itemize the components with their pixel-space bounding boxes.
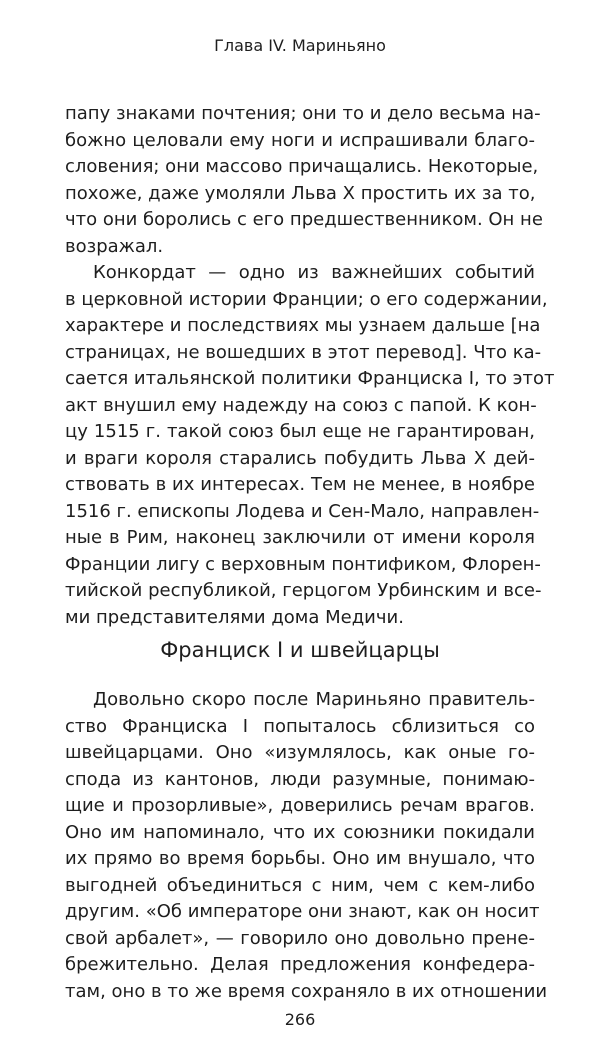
text-line: тийской республикой, герцогом Урбинским и все- [65,580,542,601]
running-head: Глава IV. Мариньяно [214,36,386,55]
text-line: Франции лигу с верховным понтификом, Флорен- [65,553,541,575]
text-line: спода из кантонов, люди разумные, понимаю- [65,768,535,790]
text-line: свой арбалет», — говорило оно довольно прене- [65,927,535,949]
section-heading: Франциск I и швейцарцы [160,638,440,662]
text-line: характере и последствиях мы узнаем дальше [на [65,315,541,336]
text-line: Конкордат — одно из важнейших событий [93,262,535,283]
text-line: ми представителями дома Медичи. [65,606,404,628]
text-line: ство Франциска I попыталось сблизиться со [65,715,535,737]
text-line: в церковной истории Франции; о его содержании, [65,288,548,310]
text-line: возражал. [65,235,164,257]
text-line: их прямо во время борьбы. Оно им внушало, что [65,848,535,869]
body-text-bottom [65,687,548,1005]
text-line: ствовать в их интересах. Тем не менее, в ноябре [65,474,535,495]
text-line: цу 1515 г. такой союз был еще не гарантирован, [65,421,535,442]
text-line: и враги короля старались побудить Льва X дей- [65,447,535,469]
text-line: другим. «Об императоре они знают, как он носит [65,901,540,922]
text-line: выгодней объединиться с ним, чем с кем-либо [65,874,535,896]
text-line: там, оно в то же время сохраняло в их отношении [65,980,548,1002]
page-number: 266 [284,1010,316,1029]
text-line: словения; они массово причащались. Некоторые, [65,156,539,177]
text-line: ные в Рим, наконец заключили от имени короля [65,527,535,548]
text-line: страницах, не вошедших в этот перевод]. Что ка- [65,341,542,363]
text-line: похоже, даже умоляли Льва X простить их за то, [65,182,536,204]
text-line: акт внушил ему надежду на союз с папой. К кон- [65,394,537,416]
text-line: брежительно. Делая предложения конфедера- [65,954,535,975]
text-line: божно целовали ему ноги и испрашивали благо- [65,129,535,151]
text-line: что они боролись с его предшественником. Он не [65,209,543,230]
text-line: папу знаками почтения; они то и дело весьма на- [65,103,541,124]
body-text-top [65,101,555,631]
text-line: 1516 г. епископы Лодева и Сен-Мало, направлен- [65,500,540,522]
text-line: щие и прозорливые», доверились речам врагов. [65,795,535,816]
text-line: швейцарцами. Оно «изумлялось, как оные го- [65,742,535,763]
text-line: сается итальянской политики Франциска I, то этот [65,368,555,389]
text-line: Оно им напоминало, что их союзники покидали [65,821,535,843]
text-line: Довольно скоро после Мариньяно правитель- [93,689,535,710]
